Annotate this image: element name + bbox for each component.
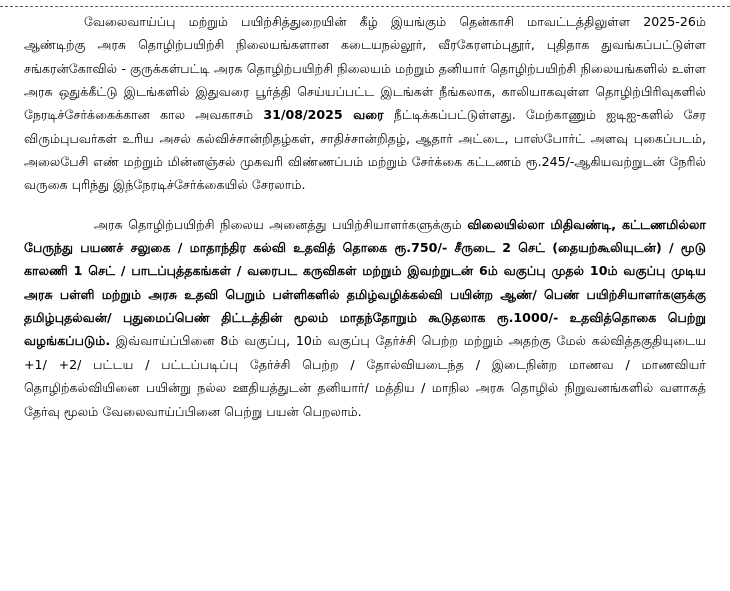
paragraph-admission-extension bbox=[24, 10, 706, 197]
top-dashed-rule bbox=[0, 6, 730, 7]
paragraph2-benefits: விலையில்லா மிதிவண்டி, கட்டணமில்லா பேருந்து பயணச் சலுகை / மாதாந்திர கல்வி உதவித் தொகை ரூ.750/- சீருடை 2 செட் (தையற்கூலியுடன்) / மூடு காலணி 1 செட் / பாடப்புத்தகங்கள் / வரைபட கருவிகள் மற்றும் இவற்றுடன் 6ம் வகுப்பு முதல் 10ம் வகுப்பு முடிய அரசு பள்ளி மற்றும் அரசு உதவி பெறும் பள்ளிகளில் தமிழ்வழிக்கல்வி பயின்ற ஆண்/ பெண் பயிற்சியாளர்களுக்கு தமிழ்புதல்வன்/ புதுமைப்பெண் திட்டத்தின் மூலம் மாதந்தோறும் கூடுதலாக ரூ.1000/- உதவித்தொகை பெற்று வழங்கப்படும். bbox=[24, 216, 706, 349]
paragraph2-rest: இவ்வாய்ப்பினை 8ம் வகுப்பு, 10ம் வகுப்பு தேர்ச்சி பெற்ற மற்றும் அதற்கு மேல் கல்வித்தகுதியுடைய +1/ +2/ பட்டய / பட்டப்படிப்பு தேர்ச்சி பெற்ற / தோல்வியடைந்த / இடைநின்ற மாணவ / மாணவியர் தொழிற்கல்வியினை பயின்று நல்ல ஊதியத்துடன் தனியார்/ மத்திய / மாநில அரசு தொழில் நிறுவனங்களில் வளாகத் தேர்வு மூலம் வேலைவாய்ப்பினை பெற்று பயன் பெறலாம். bbox=[24, 333, 706, 419]
paragraph2-intro: அரசு தொழிற்பயிற்சி நிலைய அனைத்து பயிற்சியாளர்களுக்கும் bbox=[94, 216, 468, 232]
document-page bbox=[24, 10, 706, 423]
paragraph1-rest: நீட்டிக்கப்பட்டுள்ளது. மேற்காணும் ஐடிஐ-களில் சேர விரும்புபவர்கள் உரிய அசல் கல்விச்சான்றிதழ்கள், சாதிச்சான்றிதழ், ஆதார் அட்டை, பாஸ்போர்ட் அளவு புகைப்படம், அலைபேசி எண் மற்றும் மின்னஞ்சல் முகவரி விண்ணப்பம் மற்றும் சேர்க்கை கட்டணம் ரூ.245/-ஆகியவற்றுடன் நேரில் வருகை புரிந்து இந்நேரடிச்சேர்க்கையில் சேரலாம். bbox=[24, 107, 706, 193]
paragraph-trainee-benefits bbox=[24, 213, 706, 423]
paragraph1-deadline: 31/08/2025 வரை bbox=[263, 107, 384, 123]
paragraph1-intro: வேலைவாய்ப்பு மற்றும் பயிற்சித்துறையின் கீழ் இயங்கும் தென்காசி மாவட்டத்திலுள்ள 2025-26ம் ஆண்டிற்கு அரசு தொழிற்பயிற்சி நிலையங்களான கடையநல்லூர், வீரகேரளம்புதூர், புதிதாக துவங்கப்பட்டுள்ள சங்கரன்கோவில் - குருக்கள்பட்டி அரசு தொழிற்பயிற்சி நிலையம் மற்றும் தனியார் தொழிற்பயிற்சி நிலையங்களில் உள்ள அரசு ஒதுக்கீட்டு இடங்களில் இதுவரை பூர்த்தி செய்யப்பட்ட இடங்கள் நீங்கலாக, காலியாகவுள்ள தொழிற்பிரிவுகளில் நேரடிச்சேர்க்கைக்கான கால அவகாசம் bbox=[24, 14, 706, 123]
